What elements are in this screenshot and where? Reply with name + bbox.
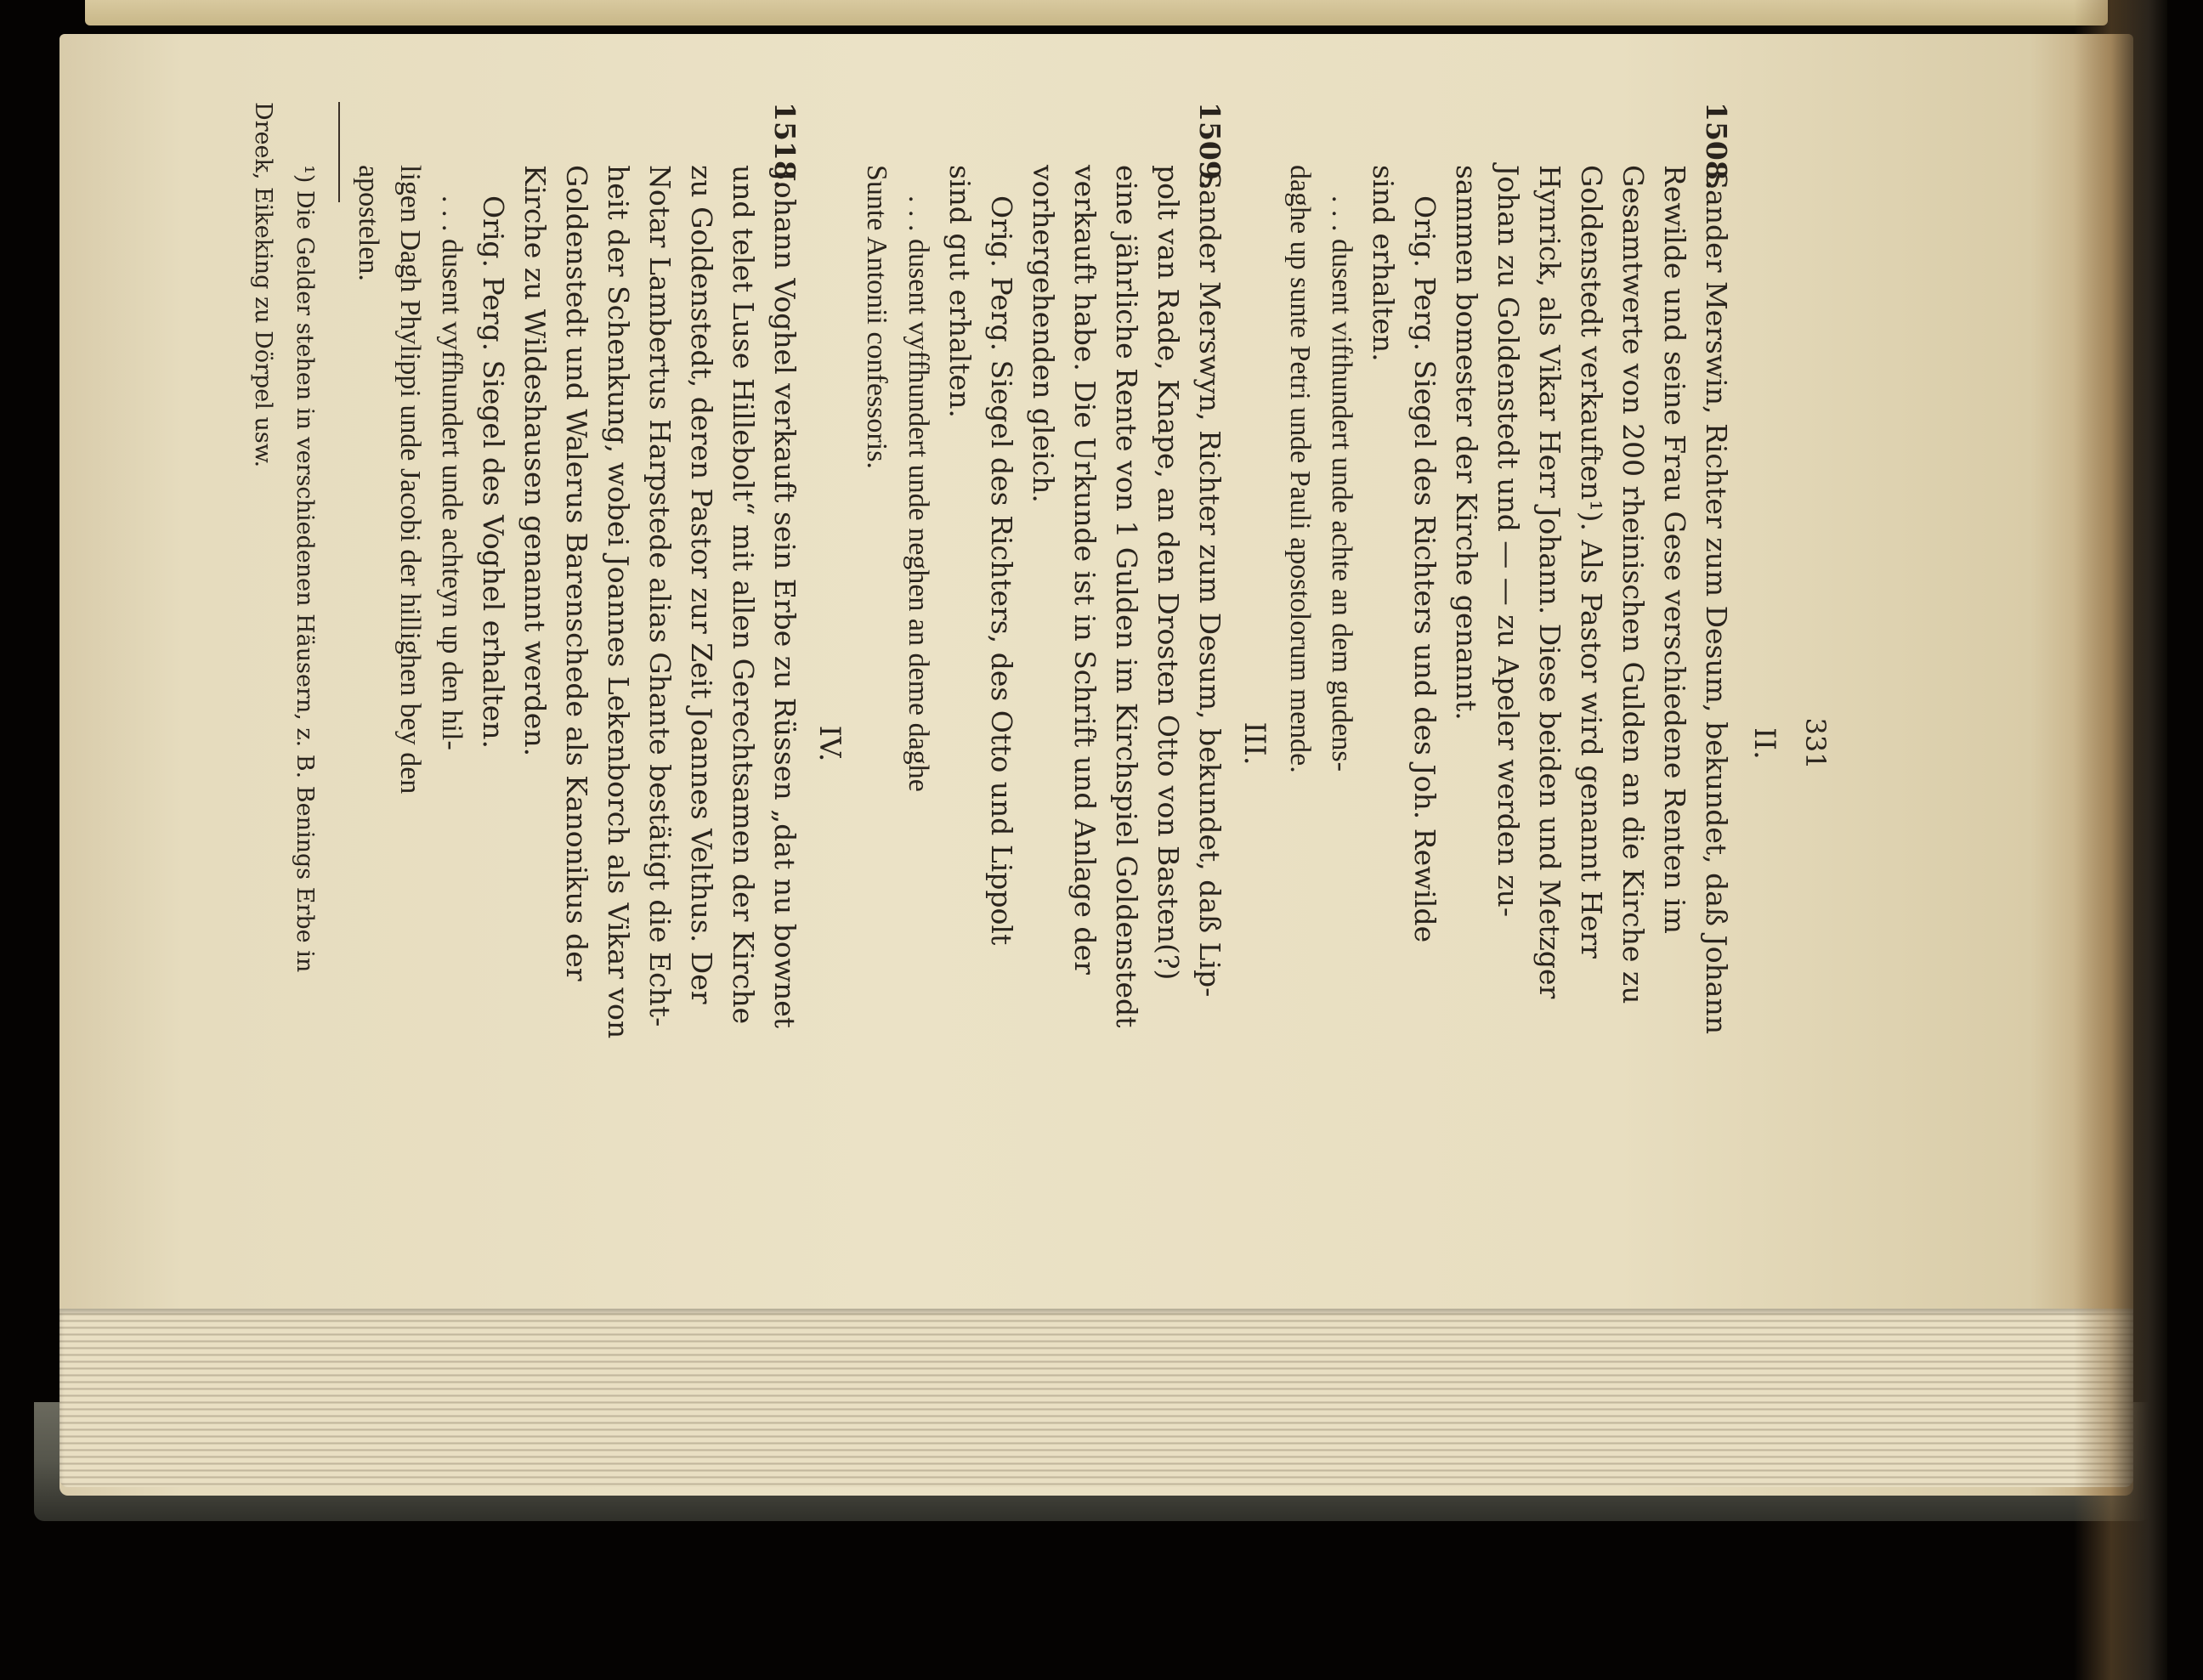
entry-1508: [1279, 102, 1737, 1385]
date-line: ligen Dagh Phylippi unde Jacobi der hillighen bey den: [394, 165, 426, 795]
entry-line: heit der Schenkung, wobei Joannes Lekenborch als Vikar von: [602, 165, 635, 1039]
seal-note: Orig. Perg. Siegel des Richters und des Joh. Rewilde: [1408, 195, 1441, 943]
entry-line: Goldenstedt verkauften¹). Als Pastor wird genannt Herr: [1575, 165, 1608, 959]
entry-line: Kirche zu Wildeshausen genannt werden.: [518, 165, 552, 757]
entry-line: Gesamtwerte von 200 rheinischen Gulden an die Kirche zu: [1617, 165, 1650, 1004]
entry-line: Sander Merswin, Richter zum Desum, bekundet, daß Johann: [1700, 170, 1733, 1034]
entry-line: zu Goldenstedt, deren Pastor zur Zeit Joannes Velthus. Der: [685, 165, 718, 1004]
seal-note: Orig. Perg. Siegel des Richters, des Otto und Lippolt: [985, 195, 1018, 946]
entry-line: sammen bomester der Kirche genannt.: [1450, 165, 1483, 721]
entry-line: verkauft habe. Die Urkunde ist in Schrift und Anlage der: [1068, 165, 1102, 975]
entry-1509: [856, 102, 1231, 1385]
footnote: [240, 102, 323, 1385]
date-line: . . . dusent vifthundert unde achte an dem gudens-: [1326, 195, 1357, 772]
date-line: daghe up sunte Petri unde Pauli apostolorum mende.: [1284, 165, 1316, 773]
page-text-rotated: [250, 102, 1836, 1385]
book-gutter: [2074, 0, 2167, 1680]
footnote-line: ¹) Die Gelder stehen in verschiedenen Häusern, z. B. Benings Erbe in: [292, 165, 318, 973]
entry-line: und telet Luse Hillebolt“ mit allen Gerechtsamen der Kirche: [727, 165, 760, 1025]
entry-1518: [348, 102, 806, 1385]
seal-note: Orig. Perg. Siegel des Voghel erhalten.: [477, 195, 510, 749]
entry-line: Johann Voghel verkauft sein Erbe zu Rüssen „dat nu bownet: [768, 170, 801, 1029]
entry-line: polt van Rade, Knape, an den Drosten Otto von Basten(?): [1152, 165, 1185, 981]
entry-line: Notar Lambertus Harpstede alias Ghante bestätigt die Echt-: [643, 165, 677, 1027]
date-line: Sunte Antonii confessoris.: [861, 165, 892, 469]
seal-note-cont: sind erhalten.: [1367, 165, 1400, 362]
entry-line: Johan zu Goldenstedt und — — zu Apeler werden zu-: [1492, 165, 1525, 917]
facing-page-edge: [85, 0, 2108, 25]
entry-line: vorhergehenden gleich.: [1027, 165, 1060, 503]
footnote-rule: [338, 102, 340, 202]
page-number: 331: [1799, 717, 1832, 770]
footnote-line: Dreek, Eikeking zu Dörpel usw.: [250, 102, 276, 468]
entry-year: 1509.: [1193, 102, 1226, 190]
section-heading-ii: II.: [1747, 727, 1781, 760]
entry-year: 1508.: [1700, 102, 1733, 190]
entry-line: Rewilde und seine Frau Gese verschiedene Renten im: [1658, 165, 1691, 934]
entry-year: 1518.: [768, 102, 801, 190]
entry-line: Sander Merswyn, Richter zum Desum, bekundet, daß Lip-: [1193, 170, 1226, 998]
section-heading-iv: IV.: [813, 725, 847, 762]
entry-line: Hynrick, als Vikar Herr Johann. Diese beiden und Metzger: [1533, 165, 1566, 999]
entry-line: Goldenstedt und Walerus Barenschede als Kanonikus der: [560, 165, 593, 981]
date-line: apostelen.: [353, 165, 384, 281]
date-line: . . . dusent vyffhundert unde achteyn up den hil-: [436, 195, 467, 750]
date-line: . . . dusent vyffhundert unde neghen an deme daghe: [903, 195, 934, 792]
seal-note-cont: sind gut erhalten.: [943, 165, 977, 418]
section-heading-iii: III.: [1237, 721, 1271, 766]
entry-line: eine jährliche Rente von 1 Gulden im Kirchspiel Goldenstedt: [1110, 165, 1143, 1028]
